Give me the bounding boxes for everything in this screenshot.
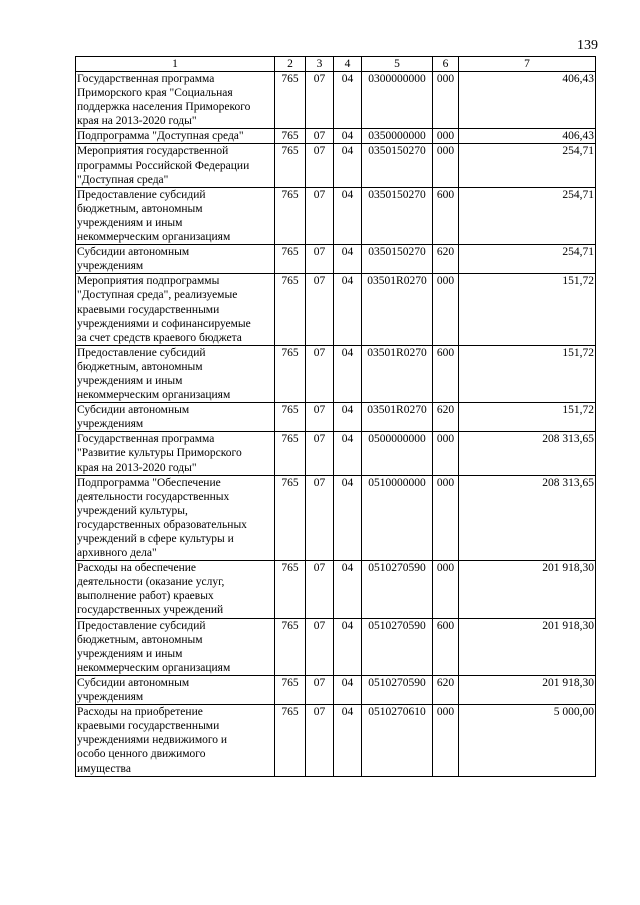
target-article-cell: 0350150270 bbox=[362, 144, 433, 187]
expense-name-cell bbox=[76, 245, 275, 274]
expense-name-line: государственных учреждений bbox=[77, 604, 224, 617]
expense-name-line: за счет средств краевого бюджета bbox=[77, 331, 242, 344]
expense-name-line: Приморского края "Социальная bbox=[77, 87, 233, 100]
expense-name-line: бюджетным, автономным bbox=[77, 633, 203, 646]
section-code-cell: 07 bbox=[306, 345, 334, 402]
expense-name-line: Субсидии автономным bbox=[77, 404, 190, 417]
amount-cell: 406,43 bbox=[459, 129, 596, 144]
expense-name-line: Расходы на обеспечение bbox=[77, 562, 196, 575]
expense-type-cell: 620 bbox=[433, 403, 459, 432]
subsection-code-cell: 04 bbox=[334, 72, 362, 129]
section-code-cell: 07 bbox=[306, 475, 334, 561]
expense-name-cell bbox=[76, 675, 275, 704]
expense-name-line: Государственная программа bbox=[77, 73, 215, 85]
amount-cell: 208 313,65 bbox=[459, 475, 596, 561]
section-code-cell: 07 bbox=[306, 705, 334, 776]
target-article-cell: 0350150270 bbox=[362, 245, 433, 274]
expense-name-line: учреждений культуры, bbox=[77, 504, 188, 517]
expense-name-line: учреждениям и иным bbox=[77, 216, 183, 229]
table-header bbox=[76, 57, 596, 72]
expense-name-line: краевыми государственными bbox=[77, 720, 220, 733]
amount-cell: 254,71 bbox=[459, 245, 596, 274]
table-row bbox=[76, 475, 596, 561]
amount-cell: 201 918,30 bbox=[459, 561, 596, 618]
expense-type-cell: 600 bbox=[433, 187, 459, 244]
expense-name-line: государственных образовательных bbox=[77, 518, 247, 531]
ministry-code-cell: 765 bbox=[275, 144, 306, 187]
expense-name-line: "Доступная среда", реализуемые bbox=[77, 289, 238, 302]
ministry-code-cell: 765 bbox=[275, 72, 306, 129]
target-article-cell: 0510270590 bbox=[362, 675, 433, 704]
table-row bbox=[76, 675, 596, 704]
table-row bbox=[76, 245, 596, 274]
table-body bbox=[76, 72, 596, 777]
expense-type-cell: 600 bbox=[433, 618, 459, 675]
header-col-4: 4 bbox=[334, 57, 362, 72]
subsection-code-cell: 04 bbox=[334, 675, 362, 704]
subsection-code-cell: 04 bbox=[334, 618, 362, 675]
subsection-code-cell: 04 bbox=[334, 245, 362, 274]
section-code-cell: 07 bbox=[306, 432, 334, 475]
expense-name-line: Подпрограмма "Обеспечение bbox=[77, 476, 221, 489]
expense-type-cell: 620 bbox=[433, 245, 459, 274]
page-number: 139 bbox=[577, 38, 598, 53]
expense-name-line: некоммерческим организациям bbox=[77, 389, 231, 402]
section-code-cell: 07 bbox=[306, 403, 334, 432]
expense-name-line: "Доступная среда" bbox=[77, 173, 169, 186]
expense-name-line: программы Российской Федерации bbox=[77, 159, 250, 172]
ministry-code-cell: 765 bbox=[275, 245, 306, 274]
section-code-cell: 07 bbox=[306, 129, 334, 144]
amount-cell: 254,71 bbox=[459, 144, 596, 187]
subsection-code-cell: 04 bbox=[334, 475, 362, 561]
section-code-cell: 07 bbox=[306, 245, 334, 274]
expense-name-line: учреждениям bbox=[77, 260, 144, 273]
expense-type-cell: 000 bbox=[433, 561, 459, 618]
ministry-code-cell: 765 bbox=[275, 618, 306, 675]
target-article-cell: 0350000000 bbox=[362, 129, 433, 144]
expense-name-line: бюджетным, автономным bbox=[77, 202, 203, 215]
section-code-cell: 07 bbox=[306, 144, 334, 187]
amount-cell: 406,43 bbox=[459, 72, 596, 129]
target-article-cell: 0500000000 bbox=[362, 432, 433, 475]
table-row bbox=[76, 144, 596, 187]
table-row bbox=[76, 274, 596, 345]
expense-type-cell: 000 bbox=[433, 129, 459, 144]
expense-type-cell: 000 bbox=[433, 274, 459, 345]
table-row bbox=[76, 705, 596, 776]
expense-name-line: выполнение работ) краевых bbox=[77, 590, 214, 603]
target-article-cell: 0350150270 bbox=[362, 187, 433, 244]
expense-name-line: Субсидии автономным bbox=[77, 676, 190, 689]
expense-type-cell: 600 bbox=[433, 345, 459, 402]
target-article-cell: 03501R0270 bbox=[362, 345, 433, 402]
expense-name-line: учреждениям и иным bbox=[77, 374, 183, 387]
expense-name-line: края на 2013-2020 годы" bbox=[77, 461, 197, 474]
expense-name-line: деятельности (оказание услуг, bbox=[77, 576, 225, 589]
target-article-cell: 0510270590 bbox=[362, 618, 433, 675]
budget-table bbox=[75, 56, 596, 777]
target-article-cell: 03501R0270 bbox=[362, 403, 433, 432]
expense-name-line: Мероприятия государственной bbox=[77, 145, 229, 158]
expense-name-line: Предоставление субсидий bbox=[77, 619, 206, 632]
header-col-3: 3 bbox=[306, 57, 334, 72]
expense-name-cell bbox=[76, 618, 275, 675]
expense-name-line: "Развитие культуры Приморского bbox=[77, 447, 242, 460]
expense-name-line: учреждений в сфере культуры и bbox=[77, 533, 234, 545]
ministry-code-cell: 765 bbox=[275, 432, 306, 475]
expense-type-cell: 000 bbox=[433, 144, 459, 187]
ministry-code-cell: 765 bbox=[275, 475, 306, 561]
ministry-code-cell: 765 bbox=[275, 403, 306, 432]
subsection-code-cell: 04 bbox=[334, 705, 362, 776]
expense-name-line: имущества bbox=[77, 762, 131, 775]
ministry-code-cell: 765 bbox=[275, 675, 306, 704]
subsection-code-cell: 04 bbox=[334, 403, 362, 432]
header-row bbox=[76, 57, 596, 72]
target-article-cell: 0510270610 bbox=[362, 705, 433, 776]
expense-name-line: Государственная программа bbox=[77, 433, 215, 446]
target-article-cell: 03501R0270 bbox=[362, 274, 433, 345]
expense-name-line: Предоставление субсидий bbox=[77, 346, 206, 359]
expense-type-cell: 000 bbox=[433, 705, 459, 776]
header-col-7: 7 bbox=[459, 57, 596, 72]
expense-name-line: особо ценного движимого bbox=[77, 748, 206, 761]
expense-name-line: Субсидии автономным bbox=[77, 246, 190, 259]
expense-name-line: некоммерческим организациям bbox=[77, 661, 231, 674]
expense-name-cell bbox=[76, 561, 275, 618]
ministry-code-cell: 765 bbox=[275, 129, 306, 144]
subsection-code-cell: 04 bbox=[334, 144, 362, 187]
expense-name-line: архивного дела" bbox=[77, 547, 157, 560]
section-code-cell: 07 bbox=[306, 675, 334, 704]
subsection-code-cell: 04 bbox=[334, 561, 362, 618]
expense-name-line: Расходы на приобретение bbox=[77, 706, 203, 719]
expense-name-line: учреждениям bbox=[77, 691, 144, 704]
expense-name-line: деятельности государственных bbox=[77, 490, 230, 503]
amount-cell: 208 313,65 bbox=[459, 432, 596, 475]
expense-name-cell bbox=[76, 144, 275, 187]
subsection-code-cell: 04 bbox=[334, 187, 362, 244]
expense-name-line: учреждениям bbox=[77, 418, 144, 431]
header-col-6: 6 bbox=[433, 57, 459, 72]
expense-type-cell: 000 bbox=[433, 475, 459, 561]
expense-name-line: края на 2013-2020 годы" bbox=[77, 115, 197, 128]
section-code-cell: 07 bbox=[306, 72, 334, 129]
section-code-cell: 07 bbox=[306, 274, 334, 345]
table-row bbox=[76, 187, 596, 244]
amount-cell: 151,72 bbox=[459, 403, 596, 432]
ministry-code-cell: 765 bbox=[275, 705, 306, 776]
expense-type-cell: 620 bbox=[433, 675, 459, 704]
expense-name-line: краевыми государственными bbox=[77, 303, 220, 316]
target-article-cell: 0510000000 bbox=[362, 475, 433, 561]
section-code-cell: 07 bbox=[306, 618, 334, 675]
amount-cell: 151,72 bbox=[459, 345, 596, 402]
expense-name-line: учреждениями недвижимого и bbox=[77, 734, 228, 747]
amount-cell: 201 918,30 bbox=[459, 675, 596, 704]
section-code-cell: 07 bbox=[306, 561, 334, 618]
expense-type-cell: 000 bbox=[433, 432, 459, 475]
expense-name-line: поддержка населения Приморекого bbox=[77, 101, 251, 114]
subsection-code-cell: 04 bbox=[334, 129, 362, 144]
amount-cell: 151,72 bbox=[459, 274, 596, 345]
expense-name-line: Подпрограмма "Доступная среда" bbox=[77, 130, 244, 143]
expense-name-cell bbox=[76, 187, 275, 244]
expense-name-cell bbox=[76, 129, 275, 144]
subsection-code-cell: 04 bbox=[334, 432, 362, 475]
section-code-cell: 07 bbox=[306, 187, 334, 244]
header-col-2: 2 bbox=[275, 57, 306, 72]
expense-name-cell bbox=[76, 432, 275, 475]
table-row bbox=[76, 345, 596, 402]
expense-name-cell bbox=[76, 345, 275, 402]
amount-cell: 254,71 bbox=[459, 187, 596, 244]
table-row bbox=[76, 72, 596, 129]
target-article-cell: 0510270590 bbox=[362, 561, 433, 618]
expense-name-cell bbox=[76, 403, 275, 432]
expense-name-line: бюджетным, автономным bbox=[77, 360, 203, 373]
expense-name-cell bbox=[76, 475, 275, 561]
amount-cell: 201 918,30 bbox=[459, 618, 596, 675]
table-row bbox=[76, 618, 596, 675]
expense-name-line: Предоставление субсидий bbox=[77, 188, 206, 201]
expense-name-line: учреждениям и иным bbox=[77, 647, 183, 660]
expense-name-cell bbox=[76, 705, 275, 776]
table-row bbox=[76, 561, 596, 618]
ministry-code-cell: 765 bbox=[275, 345, 306, 402]
header-col-1: 1 bbox=[76, 57, 275, 72]
expense-name-line: учреждениями и софинансируемые bbox=[77, 317, 251, 330]
ministry-code-cell: 765 bbox=[275, 561, 306, 618]
table-row bbox=[76, 403, 596, 432]
ministry-code-cell: 765 bbox=[275, 187, 306, 244]
expense-name-cell bbox=[76, 274, 275, 345]
expense-type-cell: 000 bbox=[433, 72, 459, 129]
table-row bbox=[76, 432, 596, 475]
expense-name-line: некоммерческим организациям bbox=[77, 231, 231, 244]
target-article-cell: 0300000000 bbox=[362, 72, 433, 129]
expense-name-line: Мероприятия подпрограммы bbox=[77, 275, 220, 288]
ministry-code-cell: 765 bbox=[275, 274, 306, 345]
expense-name-cell bbox=[76, 72, 275, 129]
table-row bbox=[76, 129, 596, 144]
subsection-code-cell: 04 bbox=[334, 345, 362, 402]
subsection-code-cell: 04 bbox=[334, 274, 362, 345]
header-col-5: 5 bbox=[362, 57, 433, 72]
amount-cell: 5 000,00 bbox=[459, 705, 596, 776]
